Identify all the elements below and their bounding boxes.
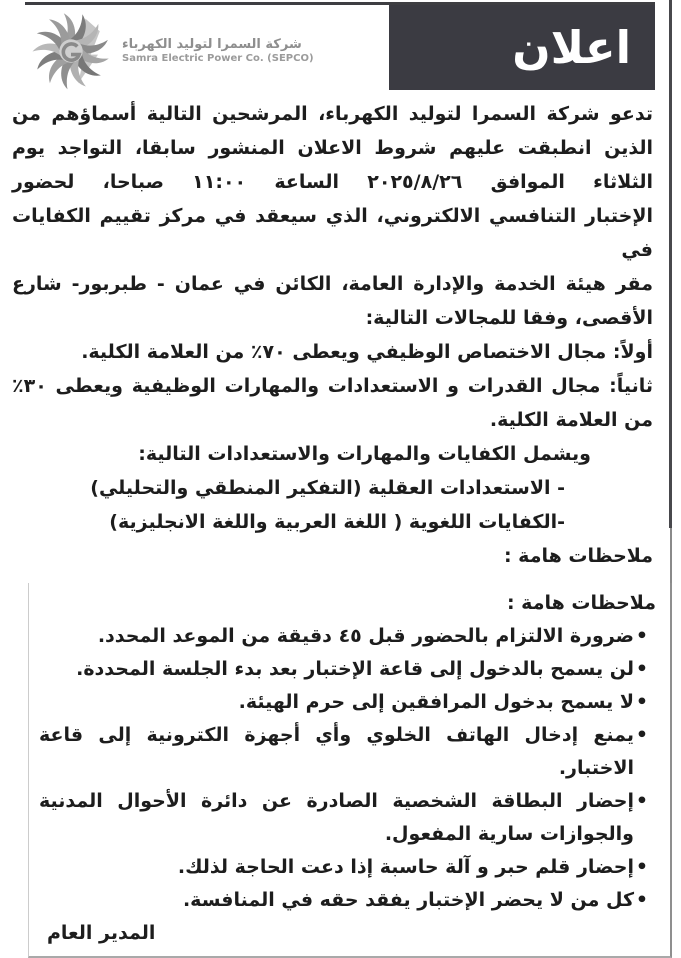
bullet-icon: • (635, 790, 649, 812)
note-text: لا يسمح بدخول المرافقين إلى حرم الهيئة. (238, 691, 634, 713)
bullet-icon: • (635, 691, 649, 713)
notes-list (39, 620, 656, 917)
note-item (39, 785, 650, 851)
note-text: كل من لا يحضر الإختبار يفقد حقه في المنافسة. (182, 889, 634, 911)
body-line: - الاستعدادات العقلية (التفكير المنطقي والتحليلي) (90, 477, 565, 499)
note-item (39, 884, 650, 917)
bullet-icon: • (635, 658, 649, 680)
note-item (39, 719, 650, 785)
body-line: ثانياً: مجال القدرات و الاستعدادات والمهارات الوظيفية ويعطى ٣٠٪ (12, 375, 653, 397)
company-name-arabic: شركة السمرا لتوليد الكهرباء (122, 36, 302, 52)
body-line: أولاً: مجال الاختصاص الوظيفي ويعطى ٧٠٪ من العلامة الكلية. (81, 341, 653, 363)
note-item (39, 620, 650, 653)
body-line: مقر هيئة الخدمة والإدارة العامة، الكائن في عمان - طبربور- شارع (12, 273, 653, 295)
turbine-logo-icon (26, 6, 116, 96)
body-line: ويشمل الكفايات والمهارات والاستعدادات التالية: (138, 443, 591, 465)
bullet-icon: • (635, 889, 649, 911)
bullet-icon: • (635, 856, 649, 878)
company-name-english: Samra Electric Power Co. (SEPCO) (122, 52, 314, 64)
note-text: إحضار البطاقة الشخصية الصادرة عن دائرة الأحوال المدنية والجوازات سارية المفعول. (39, 790, 634, 845)
note-item (39, 653, 650, 686)
body-line: -الكفايات اللغوية ( اللغة العربية واللغة الانجليزية) (109, 511, 565, 533)
note-text: إحضار قلم حبر و آلة حاسبة إذا دعت الحاجة لذلك. (177, 856, 634, 878)
signature: المدير العام (47, 922, 156, 944)
body-line: من العلامة الكلية. (489, 409, 653, 431)
banner-title: اعلان (512, 21, 631, 74)
body-line: الأقصى، وفقا للمجالات التالية: (365, 307, 653, 329)
bullet-icon: • (635, 625, 649, 647)
truncated-line: ملاحظات هامة : (503, 545, 653, 567)
body-line: الإختبار التنافسي الالكتروني، الذي سيعقد في مركز تقييم الكفايات في (12, 205, 653, 261)
notes-section (28, 583, 672, 958)
note-text: لن يسمح بالدخول إلى قاعة الإختبار بعد بدء الجلسة المحددة. (76, 658, 634, 680)
bullet-icon: • (635, 724, 649, 746)
notes-heading: ملاحظات هامة : (506, 592, 656, 614)
note-text: ضرورة الالتزام بالحضور قبل ٤٥ دقيقة من الموعد المحدد. (97, 625, 634, 647)
body-line: الذين انطبقت عليهم شروط الاعلان المنشور سابقا، التواجد يوم (12, 137, 653, 159)
company-name (122, 37, 314, 66)
body-line: تدعو شركة السمرا لتوليد الكهرباء، المرشحين التالية أسماؤهم من (12, 103, 653, 125)
announcement-banner (389, 5, 655, 90)
note-item (39, 686, 650, 719)
note-text: يمنع إدخال الهاتف الخلوي وأي أجهزة الكترونية إلى قاعة الاختبار. (39, 724, 634, 779)
company-logo (26, 5, 346, 97)
body-line: الثلاثاء الموافق ٢٠٢٥/٨/٢٦ الساعة ١١:٠٠ صباحا، لحضور (12, 171, 653, 193)
note-item (39, 851, 650, 884)
announcement-body (12, 97, 653, 567)
